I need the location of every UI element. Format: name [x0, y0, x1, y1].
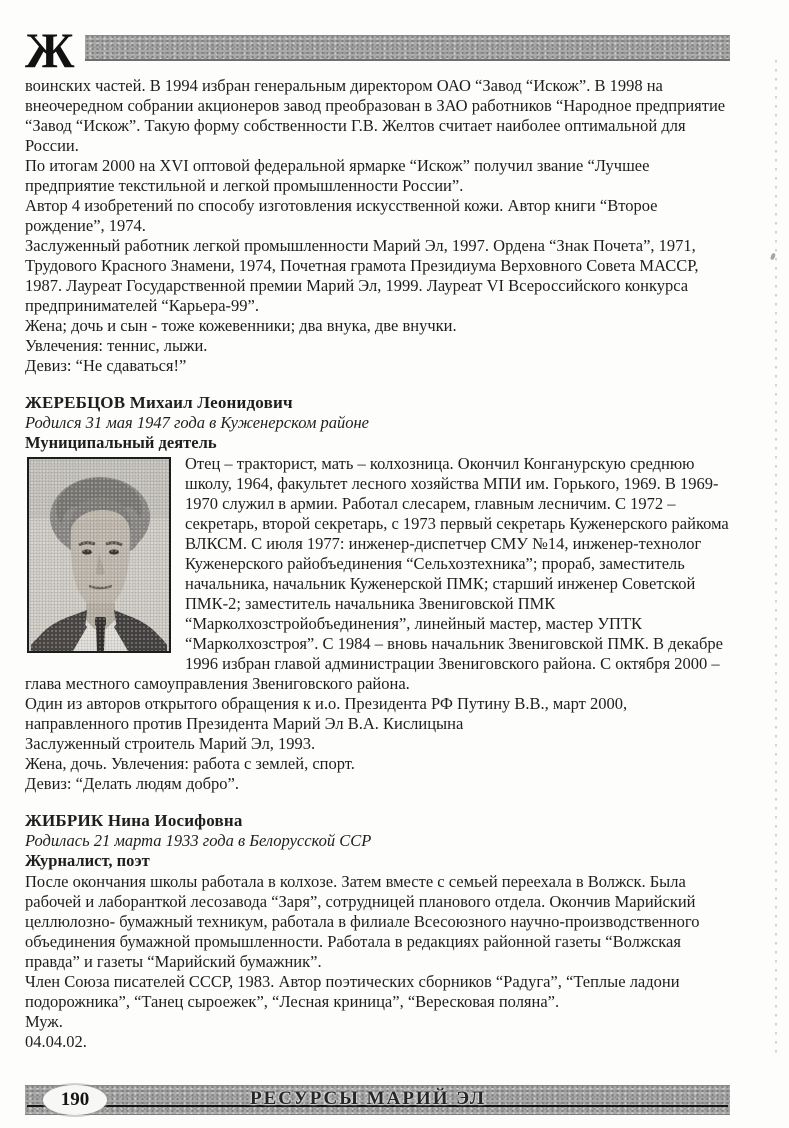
bio-paragraph: Один из авторов открытого обращения к и.о. Президента РФ Путину В.В., март 2000, направленного против Президента Марий Эл В.А. Кислицына: [25, 694, 628, 733]
paragraph: Жена; дочь и сын - тоже кожевенники; два внука, две внучки.: [25, 316, 457, 335]
entry-name: ЖЕРЕБЦОВ Михаил Леонидович: [25, 393, 293, 412]
bio-paragraph: Заслуженный строитель Марий Эл, 1993.: [25, 734, 316, 753]
portrait-photo: [27, 457, 171, 653]
bio-paragraph: Член Союза писателей СССР, 1983. Автор поэтических сборников “Радуга”, “Теплые ладони подорожника”, “Танец сыроежек”, “Лесная криница”, “Вересковая поляна”.: [25, 972, 680, 1011]
section-letter: Ж: [25, 22, 74, 78]
bio-paragraph: После окончания школы работала в колхозе. Затем вместе с семьей переехала в Волжск. Была рабочей и лаборанткой лесозавода “Заря”, сотрудницей планового отдела. Окончив Марийский целлюлозно- бумажный техникум, работала в филиале Всесоюзного научно-производственного объединения бумажной промышленности. Работала в редакциях районной газеты “Волжская правда” и газеты “Марийский бумажник”.: [25, 872, 700, 971]
paragraph: Увлечения: теннис, лыжи.: [25, 336, 208, 355]
bio-paragraph: 04.04.02.: [25, 1032, 87, 1051]
page-header: [0, 0, 789, 78]
bio-paragraph: Девиз: “Делать людям добро”.: [25, 774, 239, 793]
entry-born-line: Родилась 21 марта 1933 года в Белорусской ССР: [25, 831, 372, 850]
entry-born-line: Родился 31 мая 1947 года в Куженерском районе: [25, 413, 370, 432]
entry-name: ЖИБРИК Нина Иосифовна: [25, 811, 243, 830]
entry-occupation: Журналист, поэт: [25, 851, 150, 870]
paragraph: Заслуженный работник легкой промышленности Марий Эл, 1997. Ордена “Знак Почета”, 1971, Трудового Красного Знамени, 1974, Почетная грамота Президиума Верховного Совета МАССР, 1987. Лауреат Государственной премии Марий Эл, 1999. Лауреат VI Всероссийского конкурса предпринимателей “Карьера-99”.: [25, 236, 699, 315]
portrait-illustration: [29, 459, 169, 651]
bio-paragraph: Муж.: [25, 1012, 63, 1031]
continued-entry: [25, 76, 730, 376]
page-number: 190: [60, 1089, 90, 1110]
page-footer: [25, 1085, 730, 1115]
entry-body: [25, 454, 730, 794]
footer-decoration-bar: [25, 1085, 730, 1115]
bio-paragraph: Жена, дочь. Увлечения: работа с землей, спорт.: [25, 754, 355, 773]
paragraph: Автор 4 изобретений по способу изготовления искусственной кожи. Автор книги “Второе рождение”, 1974.: [25, 196, 658, 235]
entry-zherebtsov: [25, 393, 730, 794]
entry-body: [25, 872, 730, 1052]
entry-zhibrik: [25, 811, 730, 1052]
header-decoration-bar: [85, 35, 730, 61]
scan-artifact-line: [775, 60, 777, 1053]
bio-paragraph: Отец – тракторист, мать – колхозница. Окончил Конганурскую среднюю школу, 1964, факультет лесного хозяйства МПИ им. Горького, 1969. В 1969-1970 служил в армии. Работал слесарем, главным лесничим. С 1972 – секретарь, второй секретарь, с 1973 первый секретарь Куженерского райкома ВЛКСМ. С июля 1977: инженер-диспетчер СМУ №14, инженер-технолог Куженерского райобъединения “Сельхозтехника”; прораб, заместитель начальника, начальник Куженерской ПМК; старший инженер Советской ПМК-2; заместитель начальника Звениговской ПМК “Марколхозстройобъединения”, линейный мастер, мастер УПТК “Марколхозстроя”. С 1984 – вновь начальник Звениговской ПМК. В декабре 1996 избран главой администрации Звениговского района. С октября 2000 – глава местного самоуправления Звениговского района.: [25, 454, 729, 693]
entry-occupation: Муниципальный деятель: [25, 433, 217, 452]
footer-title: РЕСУРСЫ МАРИЙ ЭЛ: [250, 1087, 487, 1109]
paragraph: воинских частей. В 1994 избран генеральным директором ОАО “Завод “Искож”. В 1998 на внеочередном собрании акционеров завод преобразован в ЗАО работников “Народное предприятие “Завод “Искож”. Такую форму собственности Г.В. Желтов считает наиболее оптимальной для России.: [25, 76, 726, 155]
page-content: [0, 67, 789, 1052]
page-number-badge: [43, 1085, 107, 1115]
paragraph: Девиз: “Не сдаваться!”: [25, 356, 187, 375]
paragraph: По итогам 2000 на XVI оптовой федеральной ярмарке “Искож” получил звание “Лучшее предприятие текстильной и легкой промышленности России”.: [25, 156, 650, 195]
